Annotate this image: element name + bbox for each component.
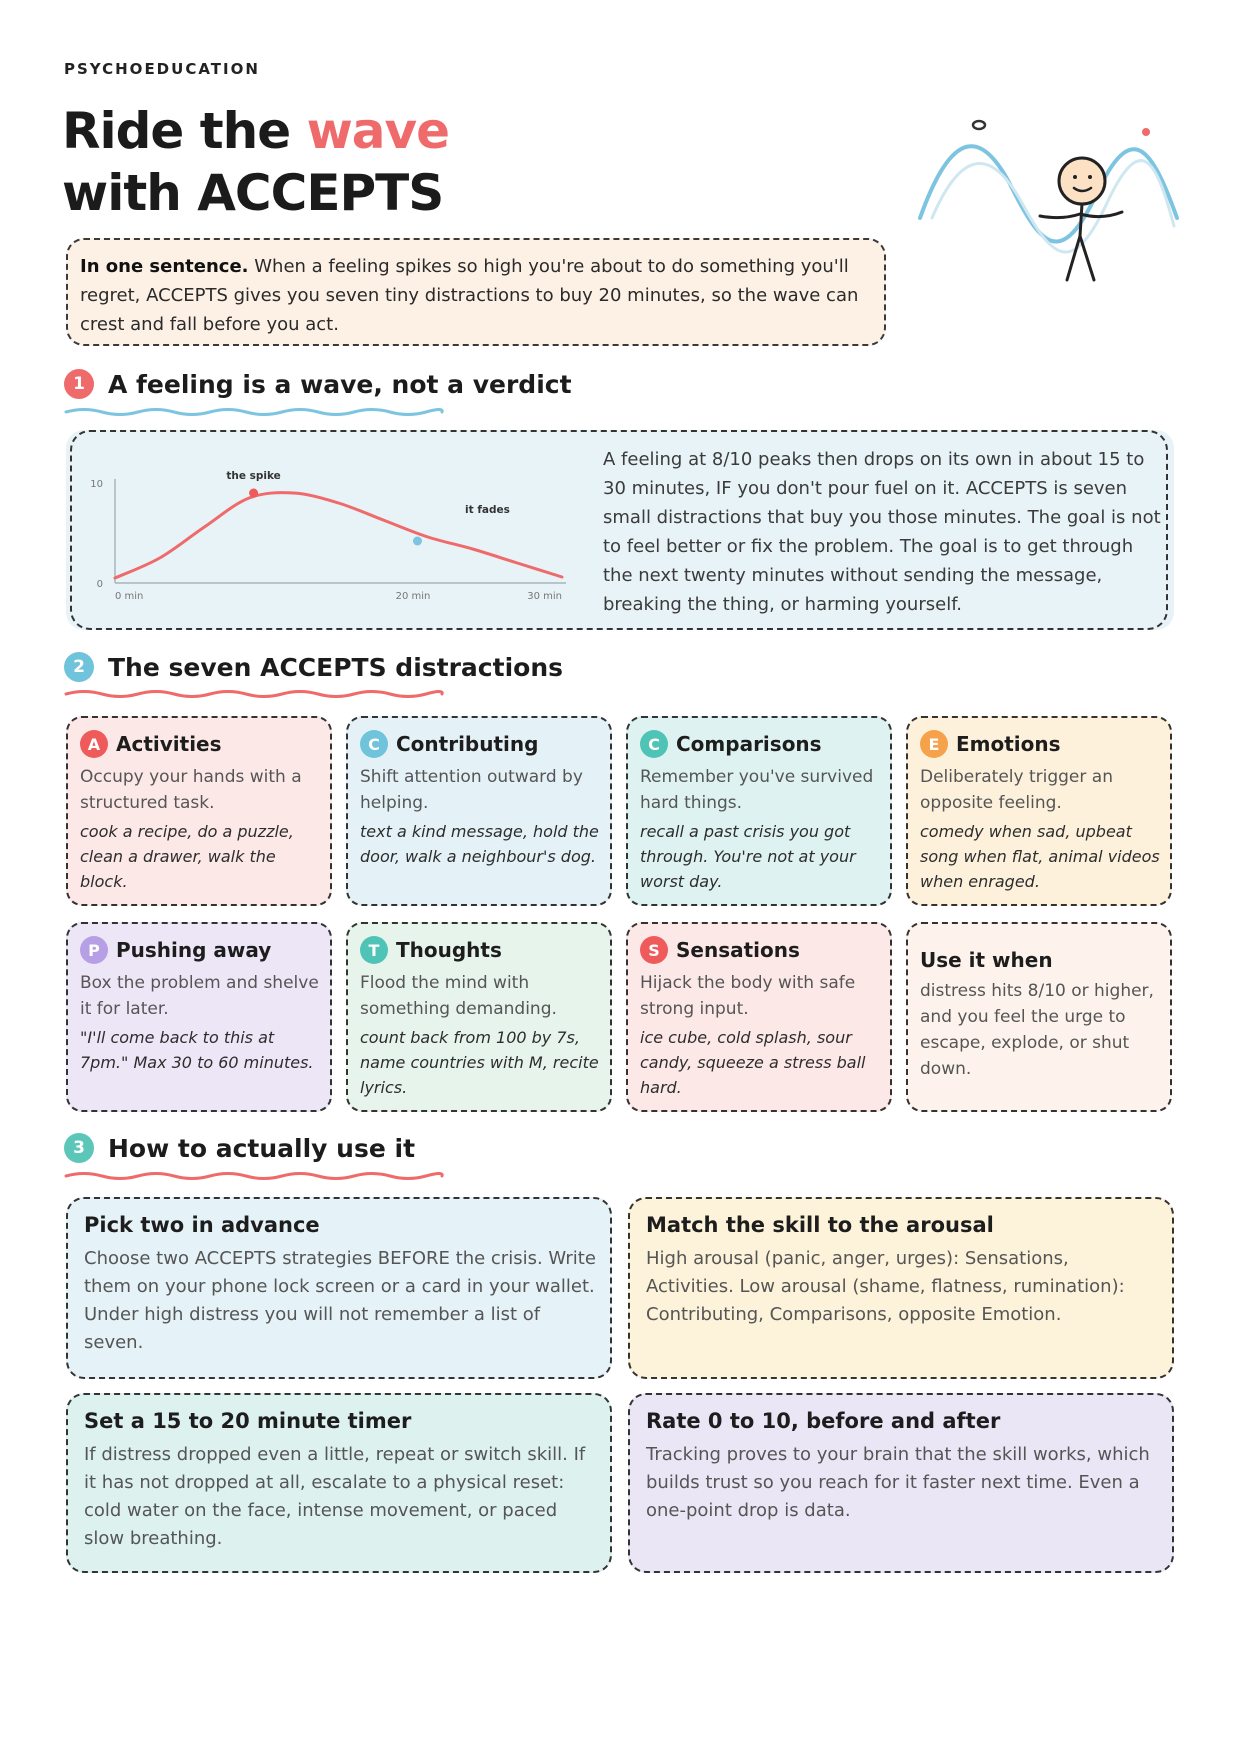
card-title: Comparisons	[676, 732, 822, 756]
x-tick-label: 20 min	[395, 591, 431, 602]
how-box-title: Set a 15 to 20 minute timer	[84, 1409, 412, 1433]
card-contributing	[346, 716, 612, 906]
badge-p: P	[80, 936, 108, 964]
card-example: count back from 100 by 7s, name countries with M, recite lyrics.	[360, 1028, 599, 1097]
card-pushing-away	[66, 922, 332, 1112]
wave-description: A feeling at 8/10 peaks then drops on its own in about 15 to 30 minutes, IF you don't pour fuel on it. ACCEPTS is seven small distractions that buy you those minutes. The goal is not to feel better or fix the problem. The goal is to get through the next twenty minutes without sending the message, breaking the thing, or harming yourself.	[603, 449, 1161, 615]
card-example: "I'll come back to this at 7pm." Max 30 to 60 minutes.	[80, 1028, 314, 1072]
section-1-number: 1	[64, 369, 94, 399]
section-2-title: The seven ACCEPTS distractions	[108, 652, 563, 682]
x-tick-label: 30 min	[527, 591, 562, 602]
use-when-title: Use it when	[920, 948, 1053, 972]
title-prefix: Ride the	[62, 102, 307, 160]
summary-text: When a feeling spikes so high you're about to do something you'll regret, ACCEPTS gives you seven tiny distractions to buy 20 minutes, so the wave can crest and fall before you act.	[80, 256, 859, 335]
how-box-text: If distress dropped even a little, repeat or switch skill. If it has not dropped at all, escalate to a physical reset: cold water on the face, intense movement, or paced slow breathing.	[84, 1444, 586, 1549]
badge-c: C	[640, 730, 668, 758]
how-box-match-skill	[628, 1197, 1174, 1379]
badge-a: A	[80, 730, 108, 758]
card-emotions	[906, 716, 1172, 906]
title-accent: wave	[306, 102, 450, 160]
annotation-point	[249, 489, 258, 498]
card-title: Thoughts	[396, 938, 502, 962]
title-line-2: with ACCEPTS	[62, 164, 444, 222]
wave-chart	[80, 455, 580, 615]
badge-c: C	[360, 730, 388, 758]
card-title: Contributing	[396, 732, 539, 756]
annotation-label: the spike	[226, 470, 281, 482]
how-box-rate	[628, 1393, 1174, 1573]
summary-box	[66, 238, 886, 346]
y-tick-label: 10	[90, 479, 103, 490]
summary-lead: In one sentence.	[80, 256, 249, 277]
card-example: comedy when sad, upbeat song when flat, animal videos when enraged.	[920, 822, 1160, 891]
card-example: ice cube, cold splash, sour candy, squeeze a stress ball hard.	[640, 1028, 866, 1097]
section-3-number: 3	[64, 1133, 94, 1163]
section-1-title: A feeling is a wave, not a verdict	[108, 369, 572, 399]
section-1-underline	[64, 406, 444, 418]
card-example: cook a recipe, do a puzzle, clean a drawer, walk the block.	[80, 822, 294, 891]
badge-t: T	[360, 936, 388, 964]
card-thoughts	[346, 922, 612, 1112]
section-3-heading	[64, 1133, 415, 1163]
how-box-timer	[66, 1393, 612, 1573]
card-title: Emotions	[956, 732, 1061, 756]
card-example: text a kind message, hold the door, walk a neighbour's dog.	[360, 822, 599, 866]
card-title: Sensations	[676, 938, 800, 962]
card-description: Box the problem and shelve it for later.	[80, 973, 319, 1019]
card-description: Hijack the body with safe strong input.	[640, 973, 856, 1019]
how-box-title: Pick two in advance	[84, 1213, 320, 1237]
card-title: Activities	[116, 732, 222, 756]
use-when-text: distress hits 8/10 or higher, and you feel the urge to escape, explode, or shut down.	[920, 981, 1154, 1079]
how-box-pick-two	[66, 1197, 612, 1379]
card-description: Flood the mind with something demanding.	[360, 973, 557, 1019]
stick-figure-wave-illustration	[912, 108, 1182, 298]
badge-e: E	[920, 730, 948, 758]
card-activities	[66, 716, 332, 906]
section-2-heading	[64, 652, 563, 682]
how-box-text: Choose two ACCEPTS strategies BEFORE the crisis. Write them on your phone lock screen or a card in your wallet. Under high distress you will not remember a list of seven.	[84, 1248, 596, 1353]
section-3-title: How to actually use it	[108, 1133, 416, 1163]
card-title: Pushing away	[116, 938, 272, 962]
card-sensations	[626, 922, 892, 1112]
section-2-underline	[64, 688, 444, 700]
section-2-number: 2	[64, 652, 94, 682]
card-description: Remember you've survived hard things.	[640, 767, 874, 813]
y-tick-label: 0	[96, 579, 103, 590]
section-3-underline	[64, 1170, 444, 1182]
how-box-title: Match the skill to the arousal	[646, 1213, 994, 1237]
page-title	[62, 100, 449, 224]
annotation-point	[413, 537, 422, 546]
card-description: Deliberately trigger an opposite feeling.	[920, 767, 1113, 813]
card-description: Shift attention outward by helping.	[360, 767, 583, 813]
eyebrow-label: PSYCHOEDUCATION	[64, 60, 260, 78]
card-use-it-when	[906, 922, 1172, 1112]
card-comparisons	[626, 716, 892, 906]
x-tick-label: 0 min	[115, 591, 144, 602]
section-1-heading	[64, 369, 572, 399]
card-description: Occupy your hands with a structured task.	[80, 767, 302, 813]
annotation-label: it fades	[465, 504, 510, 516]
card-example: recall a past crisis you got through. You're not at your worst day.	[640, 822, 856, 891]
how-box-text: High arousal (panic, anger, urges): Sensations, Activities. Low arousal (shame, flatness, rumination): Contributing, Comparisons, opposite Emotion.	[646, 1248, 1125, 1325]
how-box-text: Tracking proves to your brain that the skill works, which builds trust so you reach for it faster next time. Even a one-point drop is data.	[646, 1444, 1150, 1521]
badge-s: S	[640, 936, 668, 964]
how-box-title: Rate 0 to 10, before and after	[646, 1409, 1001, 1433]
